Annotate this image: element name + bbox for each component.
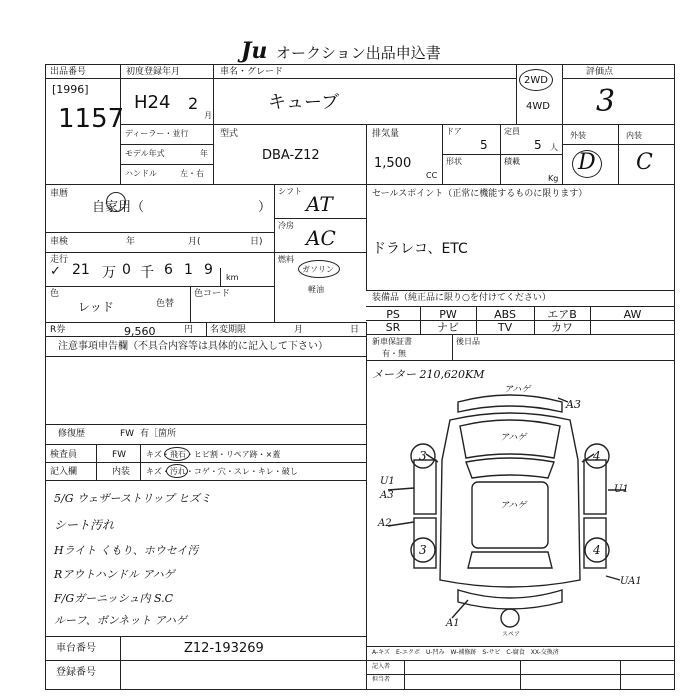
mileage-u2: 千 [140,265,154,281]
lot-sub: [1996] [52,83,89,96]
mileage-u1: 万 [102,265,116,281]
model-label: 型式 [220,129,239,139]
color-changed: 色替 [156,299,175,309]
name-change-label: 名変期限 [210,325,247,335]
entry-label: 記入欄 [50,467,78,477]
inspector-fw: FW [112,450,127,460]
color-code-label: 色コード [194,289,231,299]
drive-2wd: 2WD [524,75,548,86]
doors-value: 5 [480,138,488,152]
new-warranty-options: 有・無 [382,349,406,358]
load-label: 積載 [504,157,520,166]
displacement-value: 1,500 [374,156,412,171]
mark-front: アハゲ [504,385,531,395]
inspector-note-5: F/Gガーニッシュ内 S.C [54,592,174,605]
inspector-note-6: ルーフ、ボンネット アハゲ [54,614,187,627]
ac-label: 冷房 [278,221,294,230]
mileage-unit: km [226,273,239,282]
inspector-options: キズ・飛石・ヒビ割・リペア跡・×蓋 [146,450,281,459]
history-value: 自家用（ [92,200,145,215]
repair-area: 有［箇所 [140,429,177,439]
sales-point-label: セールスポイント（正常に機能するものに限ります） [372,189,588,199]
fuel-light: 軽油 [308,285,324,294]
history-close: ） [258,200,272,215]
chassis-value: Z12-193269 [184,641,264,656]
repair-fw: FW [120,429,135,439]
model-year-unit: 年 [200,149,208,158]
recycle-label: R券 [50,325,66,335]
mark-bottom: A1 [446,618,460,629]
shift-value: AT [306,192,333,216]
inspector-label: 検査員 [50,450,78,460]
capacity-label: 定員 [504,127,520,136]
inspection-day: 日) [250,237,263,247]
first-reg-month: 2 [188,94,199,113]
equipment-navi: ナビ [437,321,459,334]
color-value: レッド [78,300,114,314]
ext-grade-label: 外装 [570,131,586,140]
recycle-unit: 円 [184,325,194,335]
capacity-unit: 人 [550,143,558,152]
entry-interior: 内装 [112,467,131,477]
fuel-gas: ガソリン [302,265,334,274]
displacement-unit: CC [426,171,438,180]
mark-top-right: A3 [566,398,581,411]
equipment-pw: PW [439,308,457,321]
spare-label: スペア [502,631,521,638]
doors-label: ドア [446,127,462,136]
ac-value: AC [306,226,336,250]
inspector-note-1: 5/G ウェザーストリップ ヒズミ [54,492,212,505]
int-grade: C [636,150,653,175]
shape-label: 形状 [446,157,462,166]
inspection-year: 年 [126,237,136,247]
inspection-label: 車検 [50,237,69,247]
inspection-month: 月( [188,237,201,247]
equipment-ps: PS [386,308,400,321]
color-label: 色 [50,289,60,299]
lot-label: 出品番号 [50,67,87,77]
capacity-value: 5 [534,138,542,152]
mark-roof: アハゲ [500,501,527,511]
mileage-check: ✓ [50,264,61,279]
recycle-value: 9,560 [124,325,156,338]
handle-options: 左・右 [180,169,204,178]
score-label: 評価点 [586,67,614,77]
score-value: 3 [596,84,616,119]
legend-signer: 記入者 [372,663,391,670]
mark-hood: アハゲ [500,433,527,443]
entry-option-circle [166,464,188,478]
load-unit: Kg [548,174,559,183]
sales-point-value: ドラレコ、ETC [372,241,468,257]
fuel-gas-circle [298,260,340,278]
repair-label: 修復歴 [58,429,86,439]
notes-label: 注意事項申告欄（不具合内容等は具体的に記入して下さい） [58,341,328,352]
history-circle [106,192,126,212]
int-grade-label: 内装 [626,131,642,140]
ext-grade: D [578,150,596,175]
mileage-d4: 1 [184,262,193,278]
tire-rear-left: 3 [419,543,427,557]
lot-number: 1157 [58,104,125,134]
mark-left-low: A2 [378,518,392,529]
model-value: DBA-Z12 [262,148,320,163]
mark-left-top: U1 [380,476,395,487]
equipment-label: 装備品（純正品に限り○を付けてください） [372,293,551,303]
handle-label: ハンドル [125,169,157,178]
mark-right-low: UA1 [620,576,642,587]
chassis-label: 車台番号 [56,643,96,654]
equipment-aw: AW [623,308,642,321]
mileage-d2: 0 [122,262,131,278]
mark-right-mid: U1 [614,484,629,495]
entry-options: キズ・汚れ・コゲ・穴・スレ・キレ・破し [146,467,298,476]
inspector-note-4: Rアウトハンドル アハゲ [54,568,175,581]
equipment-tv: TV [497,321,513,334]
tire-rear-right: 4 [593,543,601,557]
fuel-label: 燃料 [278,255,294,264]
new-warranty-label: 新車保証書 [372,337,412,346]
car-name: キューブ [268,92,340,113]
drive-4wd: 4WD [526,101,550,112]
first-reg-era: H24 [134,92,171,113]
equipment-airbag: エアB [547,308,577,321]
form-title: オークション出品申込書 [276,44,441,62]
name-change-month: 月 [294,325,304,335]
dealer-label: ディーラー・並行 [125,129,189,138]
registration-label: 登録番号 [56,667,96,678]
name-change-day: 日 [350,325,360,335]
inspector-note-3: Hライト くもり、ホウセイ汚 [54,544,199,557]
mileage-d5: 9 [204,262,213,278]
ext-grade-circle [572,150,602,178]
model-year-label: モデル年式 [125,149,165,158]
tire-front-right: 4 [593,449,601,463]
mileage-label: 走行 [50,255,69,265]
legend-row: A-キズ E-エクボ U-凹み W-補修跡 S-サビ C-腐食 XX-交換済 [372,649,559,656]
tire-front-left: 3 [419,449,427,463]
drive-2wd-circle [519,69,553,91]
car-name-label: 車名・グレード [220,67,284,77]
legend-staff: 担当者 [372,676,391,683]
history-label: 車暦 [50,189,69,199]
mileage-d1: 21 [72,262,90,278]
mileage-d3: 6 [164,262,173,278]
equipment-sr: SR [385,321,401,334]
displacement-label: 排気量 [372,129,400,139]
first-reg-label: 初度登録年月 [126,67,181,77]
mileage-note: メーター 210,620KM [372,368,485,381]
mark-left-mid: A3 [380,490,394,501]
used-warranty-label: 後日品 [456,337,480,346]
logo: Ju [241,38,268,64]
first-reg-month-unit: 月 [204,111,212,120]
equipment-leather: カワ [551,321,573,334]
inspector-note-2: シート汚れ [54,518,115,532]
inspector-option-circle [164,447,190,461]
shift-label: シフト [278,187,302,196]
equipment-abs: ABS [494,308,516,321]
